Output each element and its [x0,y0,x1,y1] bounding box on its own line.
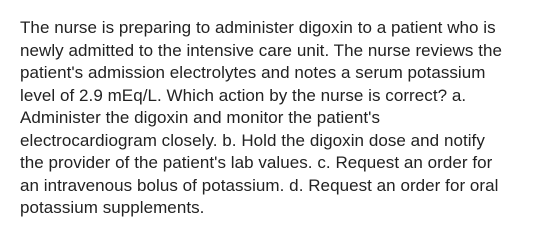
question-line: level of 2.9 mEq/L. Which action by the nurse is correct? a. [20,85,467,105]
question-line: electrocardiogram closely. b. Hold the digoxin dose and notify [20,130,485,150]
question-line: Administer the digoxin and monitor the patient's [20,108,381,127]
question-line: potassium supplements. [20,198,205,217]
question-line: an intravenous bolus of potassium. d. Request an order for oral [20,175,499,195]
question-line: newly admitted to the intensive care unit. The nurse reviews the [20,40,502,60]
question-line: The nurse is preparing to administer digoxin to a patient who is [20,18,496,37]
question-line: patient's admission electrolytes and notes a serum potassium [20,63,486,82]
question-text [20,17,545,220]
question-line: the provider of the patient's lab values. c. Request an order for [20,153,493,172]
